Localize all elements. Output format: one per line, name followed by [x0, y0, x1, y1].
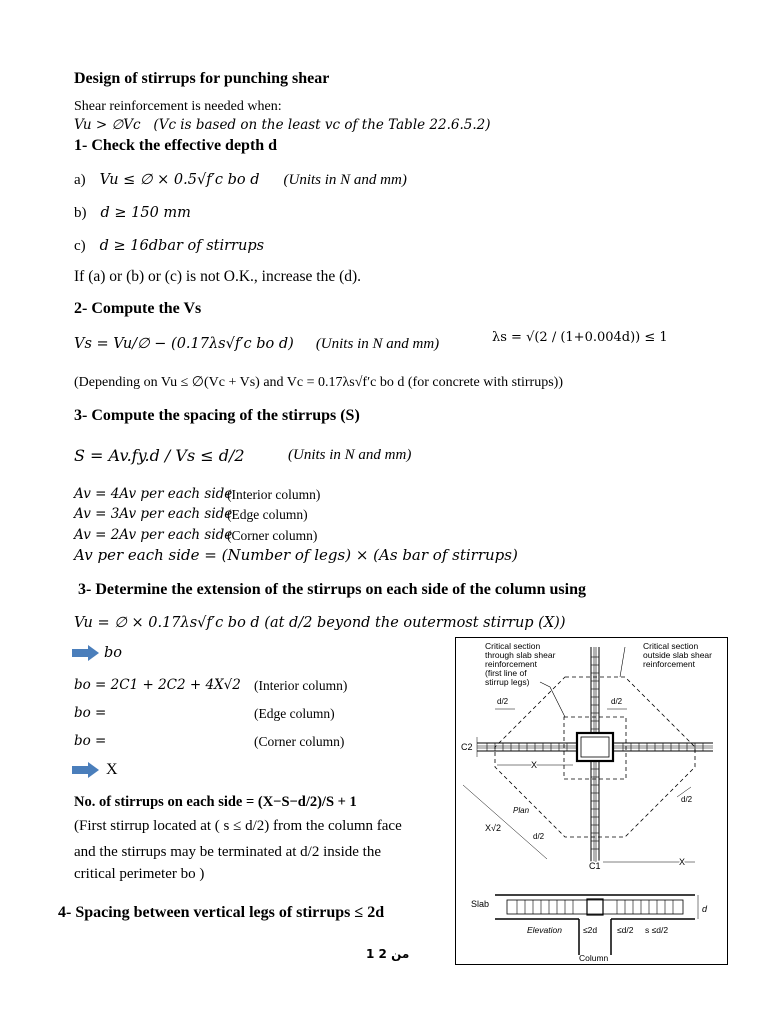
column-label: Column — [579, 953, 609, 963]
c1-label: C1 — [589, 861, 601, 871]
spacing-formula: S = Av.fy.d / Vs ≤ d/2 — [74, 446, 245, 465]
bo-corner-note: (Corner column) — [254, 734, 345, 749]
bo-corner: bo = — [74, 733, 107, 749]
check-note: If (a) or (b) or (c) is not O.K., increase the (d). — [74, 268, 362, 285]
d2-label-left: d/2 — [497, 697, 509, 706]
terminated-note: and the stirrups may be terminated at d/2 inside the — [74, 844, 382, 860]
elevation-label: Elevation — [527, 925, 562, 935]
check-a-label: a) — [74, 172, 86, 188]
arrow-icon — [72, 762, 100, 778]
check-c — [74, 237, 264, 255]
x-dim-bottom: X — [679, 857, 686, 867]
extension-formula: Vu = ∅ × 0.17λs√f′c bo d (at d/2 beyond the outermost stirrup (X)) — [74, 615, 566, 631]
av-corner-note: (Corner column) — [227, 528, 318, 543]
bo-edge-note: (Edge column) — [254, 706, 335, 721]
av-corner: Av = 2Av per each side — [74, 527, 233, 543]
critical-note: critical perimeter bo ) — [74, 866, 205, 882]
check-c-label: c) — [74, 238, 86, 254]
check-b-label: b) — [74, 205, 87, 221]
plan-label: Plan — [513, 806, 530, 815]
svg-text:(first line of: (first line of — [485, 668, 527, 678]
slab-label: Slab — [471, 899, 490, 909]
vs-units: (Units in N and mm) — [315, 336, 440, 352]
intro-formula — [74, 118, 491, 134]
bo-edge: bo = — [74, 705, 107, 721]
d2-label-top: d/2 — [611, 697, 623, 706]
arrow-icon — [72, 645, 100, 661]
bo-interior: bo = 2C1 + 2C2 + 4X√2 — [74, 677, 241, 693]
num-stirrups: No. of stirrups on each side = (X−S−d/2)/S + 1 — [74, 794, 357, 810]
stirrup-layout-figure — [455, 637, 728, 965]
check-b-formula: d ≥ 150 mm — [100, 205, 191, 221]
av-interior-note: (Interior column) — [227, 487, 321, 502]
le-d2-label: ≤d/2 — [617, 925, 634, 935]
x-label: X — [106, 761, 118, 778]
intro-text: Shear reinforcement is needed when: — [74, 99, 282, 114]
section-5-heading: 4- Spacing between vertical legs of stirrups ≤ 2d — [58, 904, 385, 921]
bo-label: bo — [104, 645, 123, 661]
svg-text:reinforcement: reinforcement — [485, 659, 537, 669]
spacing-row — [74, 447, 245, 466]
le2d-label: ≤2d — [583, 925, 598, 935]
av-interior: Av = 4Av per each side — [74, 486, 233, 502]
check-c-formula: d ≥ 16dbar of stirrups — [99, 238, 265, 254]
d-label: d — [702, 904, 708, 914]
check-a-formula: Vu ≤ ∅ × 0.5√f′c bo d — [99, 172, 260, 188]
s-le-d2-label: s ≤d/2 — [645, 925, 669, 935]
critical-inner-label: Critical section — [485, 641, 541, 651]
svg-text:stirrup legs): stirrup legs) — [485, 677, 530, 687]
check-a — [74, 171, 407, 189]
page-number: 1 من 2 — [366, 947, 410, 961]
first-stirrup-note: (First stirrup located at ( s ≤ d/2) from the column face — [74, 818, 402, 834]
xroot2-label: X√2 — [485, 823, 501, 833]
d2-label-right: d/2 — [681, 795, 693, 804]
bo-interior-note: (Interior column) — [254, 678, 348, 693]
c2-label: C2 — [461, 742, 473, 752]
svg-text:reinforcement: reinforcement — [643, 659, 695, 669]
intro-note: (Vc is based on the least vc of the Table 22.6.5.2) — [153, 117, 491, 133]
section-4-heading: 3- Determine the extension of the stirrups on each side of the column using — [78, 581, 586, 598]
vs-row — [74, 335, 439, 353]
spacing-units: (Units in N and mm) — [288, 447, 412, 463]
section-1-heading: 1- Check the effective depth d — [74, 137, 278, 154]
av-edge: Av = 3Av per each side — [74, 506, 233, 522]
av-edge-note: (Edge column) — [227, 507, 308, 522]
critical-outer-label: Critical section — [643, 641, 699, 651]
svg-text:outside slab shear: outside slab shear — [643, 650, 712, 660]
vs-formula: Vs = Vu/∅ − (0.17λs√f′c bo d) — [74, 336, 294, 352]
lambda-formula: λs = √(2 / (1+0.004d)) ≤ 1 — [492, 330, 668, 345]
depending-note: (Depending on Vu ≤ ∅(Vc + Vs) and Vc = 0.17λs√f′c bo d (for concrete with stirrups)) — [74, 375, 563, 390]
check-a-units: (Units in N and mm) — [283, 172, 407, 188]
page-title: Design of stirrups for punching shear — [74, 70, 330, 87]
check-b — [74, 204, 191, 222]
av-legs: Av per each side = (Number of legs) × (As bar of stirrups) — [74, 546, 518, 564]
svg-text:through slab shear: through slab shear — [485, 650, 556, 660]
x-dim-left: X — [531, 760, 538, 770]
section-2-heading: 2- Compute the Vs — [74, 300, 202, 317]
d2-label-diag: d/2 — [533, 832, 545, 841]
section-3-heading: 3- Compute the spacing of the stirrups (S) — [74, 407, 360, 424]
intro-condition: Vu > ∅Vc — [74, 117, 141, 133]
